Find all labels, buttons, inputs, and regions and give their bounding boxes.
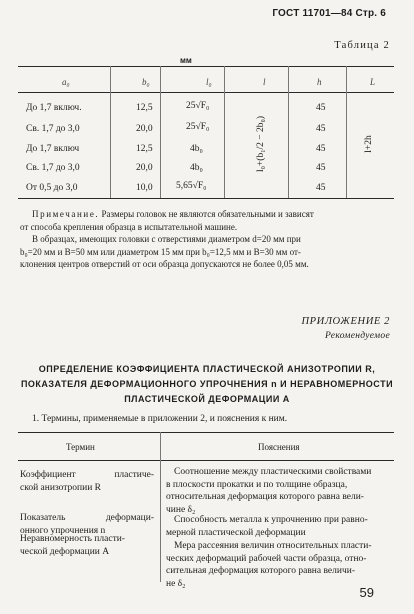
row-3-l0: 4b₀: [190, 144, 203, 154]
term-2: Показатель деформаци- онного упрочнения n: [20, 513, 154, 536]
row-2-a0: Св. 1,7 до 3,0: [26, 124, 80, 134]
header-h: h: [317, 77, 322, 87]
table-caption: Таблица 2: [334, 40, 390, 51]
running-header: ГОСТ 11701—84 Стр. 6: [272, 8, 386, 19]
row-5-h: 45: [316, 183, 326, 193]
row-4-l0: 4b₀: [190, 163, 203, 173]
explanation-2: Способность металла к упрочнению при равно- мерной пластической деформации: [166, 515, 368, 538]
terms-header-rule: [18, 460, 394, 461]
row-3-a0: До 1,7 включ: [26, 144, 80, 154]
row-3-h: 45: [316, 144, 326, 154]
row-3-b0: 12,5: [136, 144, 153, 154]
note-line-1: Размеры головок не являются обязательными и зависят: [101, 209, 314, 219]
row-1-l0: 25√F₀: [186, 101, 210, 111]
title-line-3: ПЛАСТИЧЕСКОЙ ДЕФОРМАЦИИ A: [124, 394, 290, 404]
col-divider: [288, 66, 289, 198]
title-line-1: ОПРЕДЕЛЕНИЕ КОЭФФИЦИЕНТА ПЛАСТИЧЕСКОЙ АНИЗОТРОПИИ R,: [38, 364, 376, 374]
paragraph-1: 1. Термины, применяемые в приложении 2, и пояснения к ним.: [32, 414, 288, 424]
col-divider: [160, 66, 161, 198]
col-divider: [224, 66, 225, 198]
row-1-a0: До 1,7 включ.: [26, 103, 82, 113]
table-note: [20, 208, 392, 271]
L-formula: l+2h: [364, 135, 374, 153]
terms-divider: [160, 432, 161, 582]
row-1-h: 45: [316, 103, 326, 113]
table-unit: мм: [180, 56, 192, 65]
section-title: [18, 362, 396, 407]
note-line-3: В образцах, имеющих головки с отверстиями диаметром d=20 мм при: [32, 234, 301, 245]
row-5-l0: 5,65√F₀: [176, 181, 207, 191]
table-header-rule: [18, 92, 394, 93]
page-number: 59: [359, 585, 374, 600]
l-formula: l₀+(b₁/2 − 2b₀): [256, 116, 266, 173]
table-top-rule: [18, 66, 394, 67]
term-3: Неравномерность пласти- ческой деформации A: [20, 534, 125, 557]
header-l0: l₀: [206, 77, 212, 87]
table-bottom-rule: [18, 198, 394, 199]
appendix-sub: Рекомендуемое: [325, 331, 390, 341]
explanation-3: Мера рассеяния величин относительных пласти- ческих деформаций рабочей части образца, отно- сительная деформация которого равна величи- не δ₂: [166, 541, 372, 589]
header-L: L: [370, 77, 376, 87]
terms-head-term: Термин: [66, 442, 95, 452]
title-line-2: ПОКАЗАТЕЛЯ ДЕФОРМАЦИОННОГО УПРОЧНЕНИЯ n И НЕРАВНОМЕРНОСТИ: [20, 379, 394, 389]
row-4-a0: Св. 1,7 до 3,0: [26, 163, 80, 173]
header-a0: a₀: [62, 77, 70, 87]
header-l: l: [263, 77, 266, 87]
note-line-2: от способа крепления образца в испытательной машине.: [20, 221, 238, 232]
col-divider: [110, 66, 111, 198]
row-4-b0: 20,0: [136, 163, 153, 173]
row-2-l0: 25√F₀: [186, 122, 210, 132]
term-1: Коэффициент пластиче- ской анизотропии R: [20, 470, 154, 493]
appendix-label: ПРИЛОЖЕНИЕ 2: [301, 316, 390, 327]
explanation-1: Соотношение между пластическими свойствами в плоскости прокатки и по толщине образца, относительная деформация которого равна вели- чине δ₂: [166, 467, 372, 515]
row-2-h: 45: [316, 124, 326, 134]
row-5-a0: От 0,5 до 3,0: [26, 183, 78, 193]
terms-head-expl: Пояснения: [258, 442, 300, 452]
header-b0: b₀: [142, 77, 150, 87]
row-5-b0: 10,0: [136, 183, 153, 193]
row-4-h: 45: [316, 163, 326, 173]
note-line-4: b₀=20 мм и B=50 мм или диаметром 15 мм при b₀=12,5 мм и B=30 мм от-: [20, 246, 301, 257]
row-1-b0: 12,5: [136, 103, 153, 113]
row-2-b0: 20,0: [136, 124, 153, 134]
terms-top-rule: [18, 432, 394, 433]
note-line-5: клонения центров отверстий от оси образца допускаются не более 0,05 мм.: [20, 259, 309, 270]
note-label: Примечание.: [32, 209, 100, 219]
col-divider: [346, 66, 347, 198]
